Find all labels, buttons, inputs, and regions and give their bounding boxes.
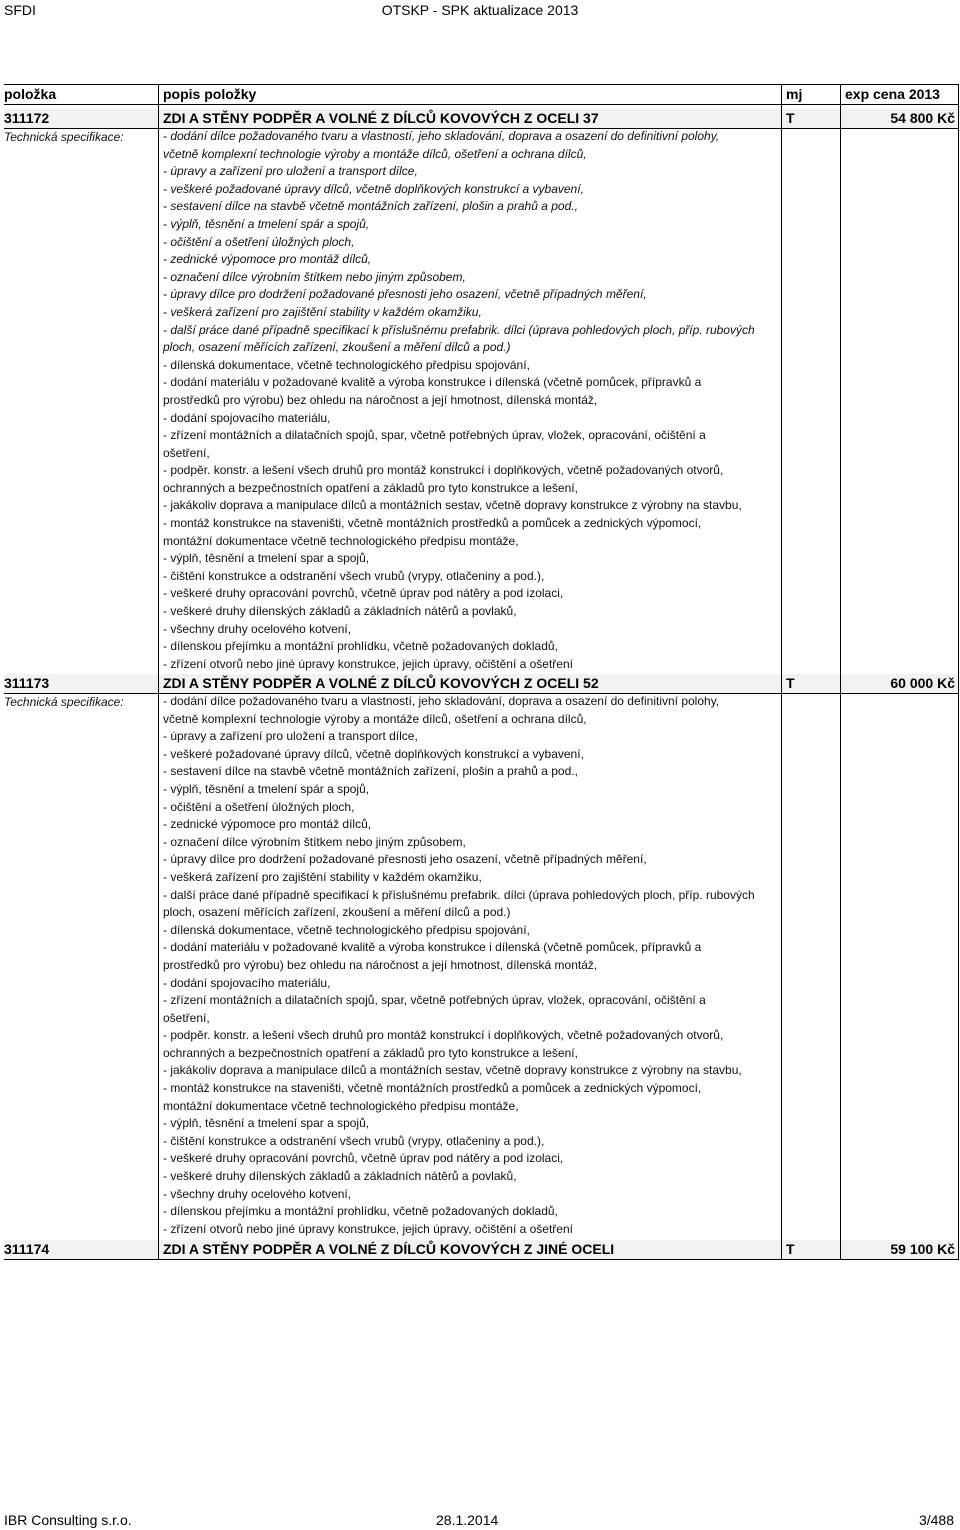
spec-line: - dílenská dokumentace, včetně technologického předpisu spojování, [163, 922, 530, 937]
item-price: 59 100 Kč [890, 1241, 955, 1257]
spec-line: - výplň, těsnění a tmelení spar a spojů, [163, 551, 370, 566]
spec-line: - veškerá zařízení pro zajištění stability v každém okamžiku, [163, 869, 482, 884]
spec-line: - jakákoliv doprava a manipulace dílců a montážních sestav, včetně dopravy konstrukce z výrobny na stavbu, [163, 498, 742, 513]
spec-line: - veškeré druhy opracování povrchů, včetně úprav pod nátěry a pod izolaci, [163, 1151, 564, 1166]
spec-line: ošetření, [163, 1010, 210, 1025]
spec-line: - úpravy a zařízení pro uložení a transport dílce, [163, 729, 418, 744]
spec-line: - zřízení montážních a dilatačních spojů, spar, včetně potřebných úprav, vložek, opracování, očištění a [163, 993, 706, 1008]
spec-line: - očištění a ošetření úložných ploch, [163, 234, 355, 249]
spec-line: - veškerá zařízení pro zajištění stability v každém okamžiku, [163, 304, 482, 319]
spec-line: - výplň, těsnění a tmelení spár a spojů, [163, 216, 370, 231]
spec-line: - sestavení dílce na stavbě včetně montážních zařízení, plošin a prahů a pod., [163, 764, 578, 779]
item-unit: T [786, 675, 795, 691]
spec-line: - zřízení otvorů nebo jiné úpravy konstrukce, jejich úpravy, očištění a ošetření [163, 1221, 573, 1236]
spec-line: - podpěr. konstr. a lešení všech druhů pro montáž konstrukcí i doplňkových, včetně požadovaných otvorů, [163, 1028, 724, 1043]
spec-line: - čištění konstrukce a odstranění všech vrubů (vrypy, otlačeniny a pod.), [163, 568, 545, 583]
spec-text [163, 693, 793, 1236]
item-title: ZDI A STĚNY PODPĚR A VOLNÉ Z DÍLCŮ KOVOVÝCH Z JINÉ OCELI [163, 1241, 615, 1257]
spec-line: - podpěr. konstr. a lešení všech druhů pro montáž konstrukcí i doplňkových, včetně požadovaných otvorů, [163, 463, 724, 478]
column-divider [958, 84, 959, 1260]
spec-line: - sestavení dílce na stavbě včetně montážních zařízení, plošin a prahů a pod., [163, 199, 578, 214]
spec-line: - dodání spojovacího materiálu, [163, 975, 331, 990]
spec-line: - dodání dílce požadovaného tvaru a vlastností, jeho skladování, doprava a osazení do definitivní polohy, [163, 694, 720, 708]
spec-line: montážní dokumentace včetně technologického předpisu montáže, [163, 533, 519, 548]
spec-line: - zřízení montážních a dilatačních spojů, spar, včetně potřebných úprav, vložek, opracování, očištění a [163, 428, 706, 443]
spec-line: - veškeré druhy dílenských základů a základních nátěrů a povlaků, [163, 604, 517, 619]
column-divider [781, 84, 782, 1260]
item-row [4, 1240, 958, 1260]
spec-line: - dodání dílce požadovaného tvaru a vlastností, jeho skladování, doprava a osazení do definitivní polohy, [163, 129, 720, 143]
spec-line: - výplň, těsnění a tmelení spar a spojů, [163, 1116, 370, 1131]
spec-line: ploch, osazení měřících zařízení, zkoušení a měření dílců a pod.) [163, 340, 511, 355]
spec-line: montážní dokumentace včetně technologického předpisu montáže, [163, 1098, 519, 1113]
spec-line: - dodání spojovacího materiálu, [163, 410, 331, 425]
spec-line: - očištění a ošetření úložných ploch, [163, 799, 355, 814]
column-header-price: exp cena 2013 [845, 86, 940, 102]
item-code: 311173 [4, 675, 50, 691]
spec-line: - označení dílce výrobním štítkem nebo jiným způsobem, [163, 834, 466, 849]
item-code: 311172 [4, 110, 50, 126]
item-code: 311174 [4, 1241, 50, 1257]
spec-line: - jakákoliv doprava a manipulace dílců a montážních sestav, včetně dopravy konstrukce z výrobny na stavbu, [163, 1063, 742, 1078]
spec-label: Technická specifikace: [4, 695, 124, 709]
spec-line: - všechny druhy ocelového kotvení, [163, 621, 352, 636]
spec-line: - úpravy dílce pro dodržení požadované přesnosti jeho osazení, včetně případných měření, [163, 852, 647, 867]
spec-line: - veškeré druhy dílenských základů a základních nátěrů a povlaků, [163, 1169, 517, 1184]
column-header-item: položka [4, 86, 57, 102]
column-header-description: popis položky [163, 86, 257, 102]
footer-date: 28.1.2014 [436, 1512, 499, 1528]
spec-line: - zednické výpomoce pro montáž dílců, [163, 817, 372, 832]
item-row [4, 109, 958, 129]
spec-line: - výplň, těsnění a tmelení spár a spojů, [163, 781, 370, 796]
column-divider [158, 84, 159, 1260]
spec-label: Technická specifikace: [4, 130, 124, 144]
spec-line: - dílenskou přejímku a montážní prohlídku, včetně požadovaných dokladů, [163, 1204, 558, 1219]
spec-line: ploch, osazení měřících zařízení, zkoušení a měření dílců a pod.) [163, 905, 511, 920]
spec-line: - zřízení otvorů nebo jiné úpravy konstrukce, jejich úpravy, očištění a ošetření [163, 656, 573, 671]
spec-line: - čištění konstrukce a odstranění všech vrubů (vrypy, otlačeniny a pod.), [163, 1133, 545, 1148]
spec-line: - dodání materiálu v požadované kvalitě a výroba konstrukce i dílenská (včetně pomůcek, přípravků a [163, 940, 702, 955]
spec-line: včetně komplexní technologie výroby a montáže dílců, ošetření a ochrana dílců, [163, 711, 587, 726]
spec-line: prostředků pro výrobu) bez ohledu na náročnost a její hmotnost, dílenská montáž, [163, 957, 598, 972]
column-divider [840, 84, 841, 1260]
spec-line: - dílenská dokumentace, včetně technologického předpisu spojování, [163, 357, 530, 372]
item-title: ZDI A STĚNY PODPĚR A VOLNÉ Z DÍLCŮ KOVOVÝCH Z OCELI 37 [163, 110, 599, 126]
spec-line: - montáž konstrukce na staveništi, včetně montážních prostředků a pomůcek a zednických výpomocí, [163, 1081, 702, 1096]
spec-line: - označení dílce výrobním štítkem nebo jiným způsobem, [163, 269, 466, 284]
spec-line: - veškeré požadované úpravy dílců, včetně doplňkových konstrukcí a vybavení, [163, 181, 584, 196]
item-unit: T [786, 110, 795, 126]
spec-line: ošetření, [163, 445, 210, 460]
spec-line: - veškeré druhy opracování povrchů, včetně úprav pod nátěry a pod izolaci, [163, 586, 564, 601]
item-price: 60 000 Kč [890, 675, 955, 691]
column-header-row [4, 84, 958, 105]
spec-line: ochranných a bezpečnostních opatření a základů pro tyto konstrukce a lešení, [163, 1045, 578, 1060]
spec-line: - všechny druhy ocelového kotvení, [163, 1186, 352, 1201]
spec-line: prostředků pro výrobu) bez ohledu na náročnost a její hmotnost, dílenská montáž, [163, 392, 598, 407]
footer-company: IBR Consulting s.r.o. [4, 1512, 132, 1528]
spec-line: - dodání materiálu v požadované kvalitě a výroba konstrukce i dílenská (včetně pomůcek, přípravků a [163, 375, 702, 390]
spec-line: - veškeré požadované úpravy dílců, včetně doplňkových konstrukcí a vybavení, [163, 746, 584, 761]
header-left: SFDI [4, 2, 36, 18]
spec-line: ochranných a bezpečnostních opatření a základů pro tyto konstrukce a lešení, [163, 480, 578, 495]
spec-line: - zednické výpomoce pro montáž dílců, [163, 252, 372, 267]
footer-page: 3/488 [918, 1512, 954, 1528]
spec-line: - další práce dané případně specifikací k příslušnému prefabrik. dílci (úprava pohledových ploch, příp. rubových [163, 322, 755, 337]
spec-line: - úpravy a zařízení pro uložení a transport dílce, [163, 164, 418, 179]
item-title: ZDI A STĚNY PODPĚR A VOLNÉ Z DÍLCŮ KOVOVÝCH Z OCELI 52 [163, 675, 599, 691]
spec-line: - další práce dané případně specifikací k příslušnému prefabrik. dílci (úprava pohledových ploch, příp. rubových [163, 887, 755, 902]
spec-line: - dílenskou přejímku a montážní prohlídku, včetně požadovaných dokladů, [163, 639, 558, 654]
item-unit: T [786, 1241, 795, 1257]
column-header-unit: mj [786, 86, 803, 102]
header-title: OTSKP - SPK aktualizace 2013 [381, 2, 579, 18]
spec-line: včetně komplexní technologie výroby a montáže dílců, ošetření a ochrana dílců, [163, 146, 587, 161]
item-price: 54 800 Kč [890, 110, 955, 126]
spec-line: - úpravy dílce pro dodržení požadované přesnosti jeho osazení, včetně případných měření, [163, 287, 647, 302]
spec-line: - montáž konstrukce na staveništi, včetně montážních prostředků a pomůcek a zednických výpomocí, [163, 516, 702, 531]
item-row [4, 674, 958, 694]
spec-text [163, 128, 793, 671]
